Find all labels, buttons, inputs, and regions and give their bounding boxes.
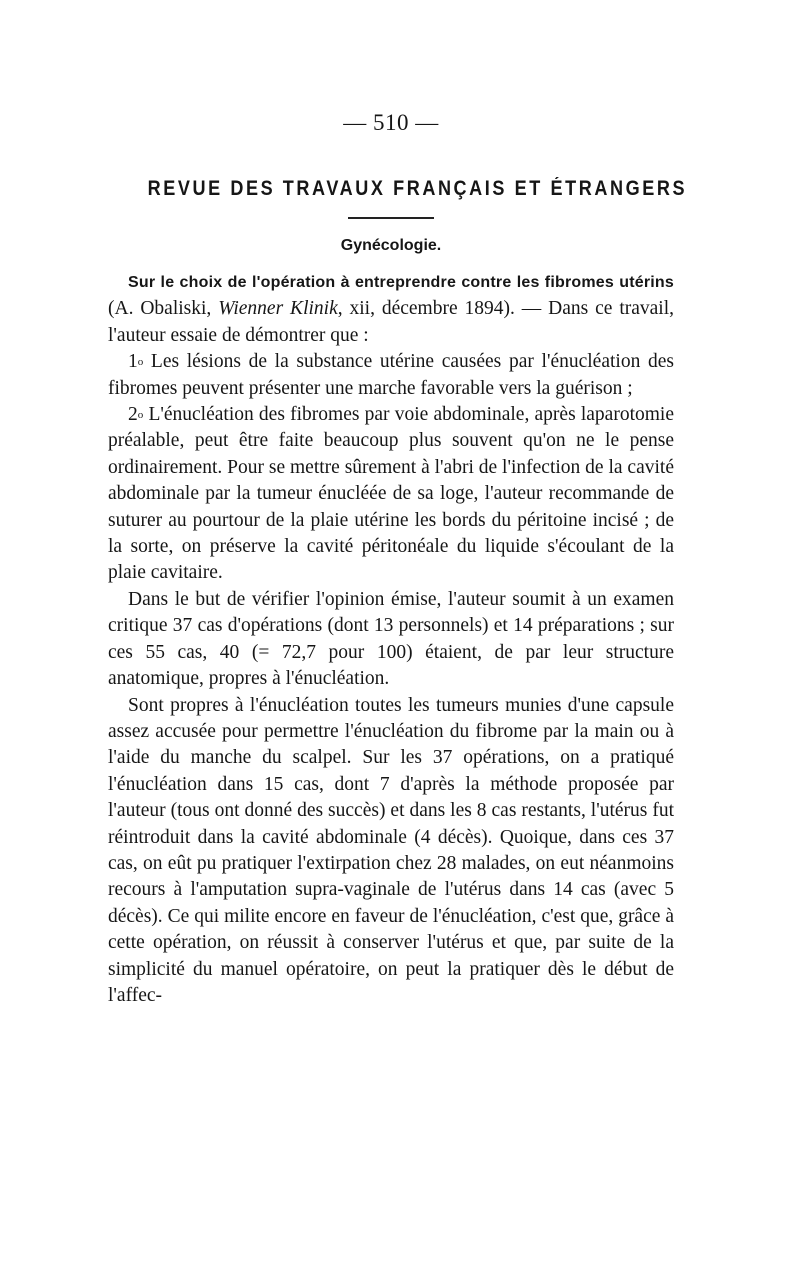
point-two-text: L'énucléation des fibromes par voie abdominale, après laparotomie préalable, peut être faite beaucoup plus souvent qu'on ne le pense ordinairement. Pour se mettre sûrement à l'abri de l'infection de la cavité abdominale par la tumeur énucléée de sa loge, l'auteur recommande de suturer au pourtour de la plaie utérine les bords du péritoine incisé ; de la sorte, on préserve la cavité péritonéale du liquide s'écoulant de la plaie cavitaire. (108, 404, 674, 584)
point-two-ordinal: o (137, 409, 144, 422)
reference-close: , xii, décembre 1894). — Dans ce travail, l'auteur essaie de démontrer que : (108, 298, 675, 346)
article-title: Sur le choix de l'opération à entreprendre contre les fibromes utérins (128, 274, 674, 291)
point-one-ordinal: o (137, 356, 144, 369)
point-one-number: 1 (128, 351, 138, 373)
article-intro-paragraph (108, 269, 674, 349)
enucleation-paragraph: Sont propres à l'énucléation toutes les tumeurs munies d'une capsule assez accusée pour permettre l'énucléation du fibrome par la main ou à l'aide du manche du scalpel. Sur les 37 opérations, on a pratiqué l'énucléation dans 15 cas, dont 7 d'après la méthode proposée par l'auteur (tous ont donné des succès) et dans les 8 cas restants, l'utérus fut réintroduit dans la cavité abdominale (4 décès). Quoique, dans ces 37 cas, on eût pu pratiquer l'extirpation chez 28 malades, on eut néanmoins recours à l'amputation supra-vaginale de l'utérus dans 14 cas (avec 5 décès). Ce qui milite encore en faveur de l'énucléation, c'est que, grâce à cette opération, on réussit à conserver l'utérus et que, par suite de la simplicité du manuel opératoire, on peut la pratiquer dès le début de l'affec- (108, 694, 674, 1006)
verification-paragraph: Dans le but de vérifier l'opinion émise, l'auteur soumit à un examen critique 37 cas d'opérations (dont 13 personnels) et 14 préparations ; sur ces 55 cas, 40 (= 72,7 pour 100) étaient, de par leur structure anatomique, propres à l'énucléation. (108, 588, 674, 690)
section-title: Gynécologie. (340, 237, 442, 254)
running-head: REVUE DES TRAVAUX FRANÇAIS ET ÉTRANGERS (147, 177, 688, 200)
book-page (108, 110, 688, 1009)
journal-name: Wienner Klinik (218, 298, 338, 320)
point-two-number: 2 (128, 404, 138, 426)
reference-open: (A. Obaliski, (108, 298, 219, 320)
point-one-paragraph (108, 349, 674, 402)
point-one-text: Les lésions de la substance utérine causées par l'énucléation des fibromes peuvent présenter une marche favorable vers la guérison ; (108, 351, 674, 399)
article-body (108, 269, 674, 1009)
header-rule (348, 217, 434, 219)
point-two-paragraph (108, 402, 674, 587)
page-number: — 510 — (343, 110, 439, 135)
